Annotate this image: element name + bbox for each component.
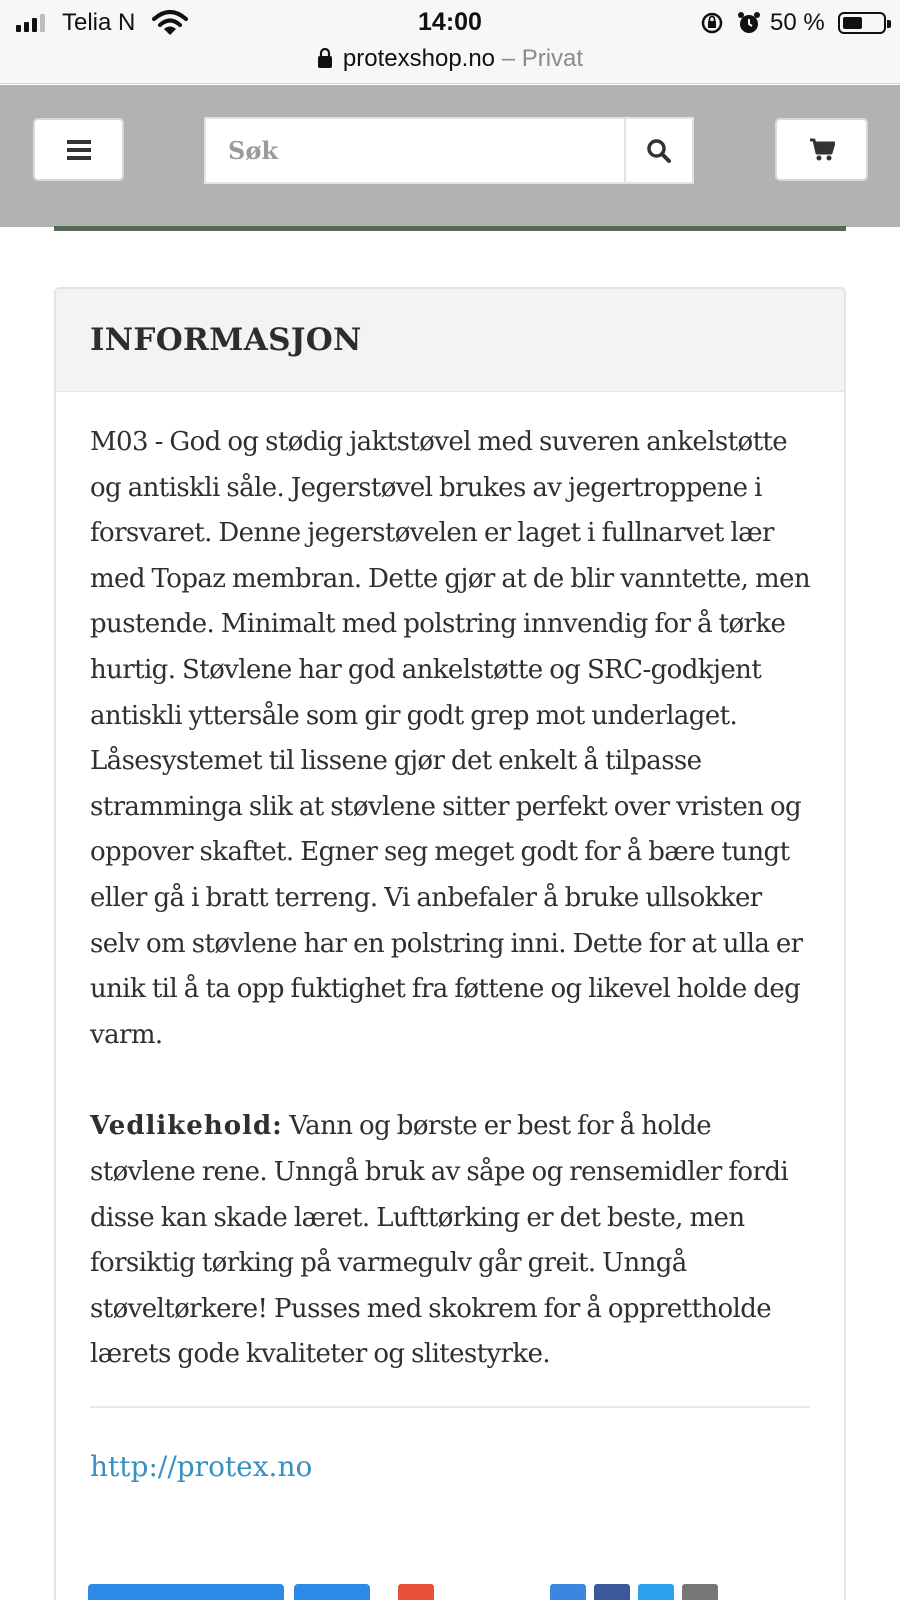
care-text: Vann og børste er best for å holde støvlene rene. Unngå bruk av såpe og rensemidler fordi disse kan skade læret. Lufttørking er det beste, men forsiktig tørking på varmegulv går greit. Unngå støveltørkere! Pusses med skokrem for å opprettholde lærets gode kvaliteter og slitestyrke. [90, 1111, 789, 1370]
site-header [0, 85, 900, 227]
battery-percent: 50 % [770, 9, 825, 36]
url-host: protexshop.no [342, 45, 496, 72]
search-icon [646, 138, 672, 164]
website-link[interactable]: http://protex.no [90, 1449, 313, 1483]
alarm-icon [736, 10, 762, 36]
battery-icon [838, 12, 886, 34]
search-form [204, 117, 694, 184]
hamburger-icon [67, 140, 91, 160]
google-icon[interactable] [550, 1584, 586, 1600]
browsing-mode: Privat [521, 45, 584, 72]
email-icon[interactable] [682, 1584, 718, 1600]
lock-icon [317, 47, 333, 69]
clock: 14:00 [418, 8, 482, 36]
product-description: M03 - God og stødig jaktstøvel med suveren ankelstøtte og antiskli såle. Jegerstøvel brukes av jegertroppene i forsvaret. Denne jegerstøvelen er laget i fullnarvet lær med Topaz membran. Dette gjør at de blir vanntette, men pustende. Minimalt med polstring innvendig for å tørke hurtig. Støvlene har god ankelstøtte og SRC-godkjent antiskli yttersåle som gir godt grep mot underlaget. Låsesystemet til lissene gjør det enkelt å tilpasse stramminga slik at støvlene sitter perfekt over vristen og oppover skaftet. Egner seg meget godt for å bære tungt eller gå i bratt terreng. Vi anbefaler å bruke ullsokker selv om støvlene har en polstring inni. Dette for at ulla er unik til å ta opp fuktighet fra føttene og likevel holde deg varm. [90, 427, 810, 1050]
facebook-like-button[interactable] [88, 1584, 284, 1600]
cart-button[interactable] [775, 118, 868, 181]
cart-icon [809, 138, 835, 162]
panel-body [56, 392, 844, 1483]
add-share-icon[interactable] [398, 1584, 434, 1600]
care-label: Vedlikehold: [90, 1111, 283, 1142]
menu-button[interactable] [33, 118, 124, 181]
content-divider [90, 1406, 810, 1408]
info-panel [54, 287, 846, 1600]
header-divider [54, 226, 846, 231]
address-bar[interactable] [0, 40, 900, 84]
search-button[interactable] [624, 119, 692, 182]
url-separator: – [495, 45, 522, 72]
rotation-lock-icon [700, 11, 724, 35]
search-input[interactable] [206, 119, 626, 182]
facebook-icon[interactable] [594, 1584, 630, 1600]
care-instructions [90, 1104, 810, 1378]
panel-header [56, 289, 844, 392]
carrier-name: Telia N [62, 9, 136, 36]
share-buttons [88, 1584, 728, 1600]
facebook-share-button[interactable] [294, 1584, 370, 1600]
twitter-icon[interactable] [638, 1584, 674, 1600]
panel-title: INFORMASJON [90, 322, 362, 358]
